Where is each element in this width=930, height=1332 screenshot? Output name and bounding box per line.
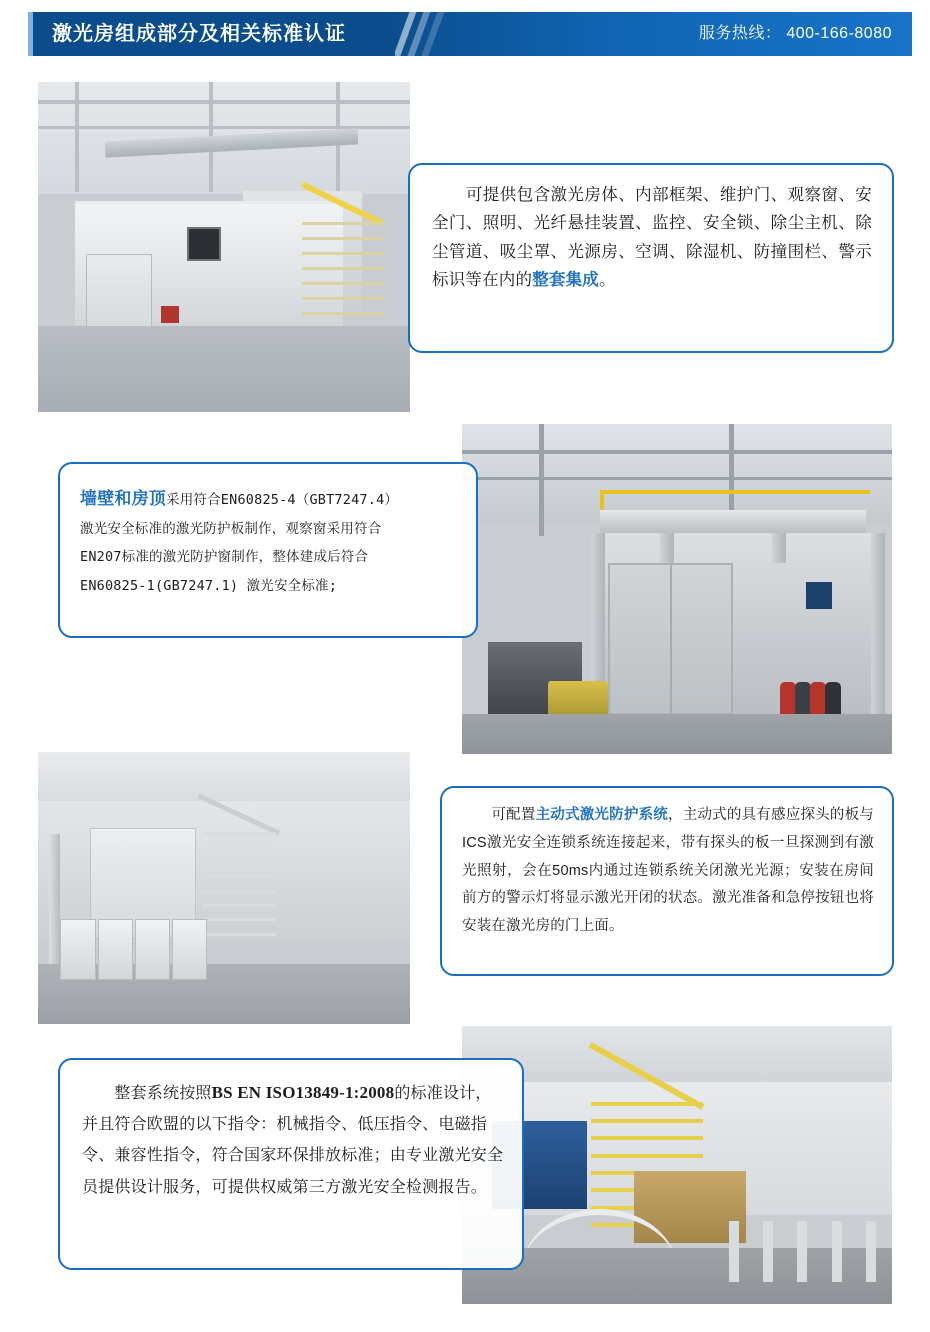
callout2-line1-rest: 采用符合EN60825-4（GBT7247.4） (166, 492, 399, 508)
service-hotline: 服务热线： 400-166-8080 (698, 25, 892, 42)
photo-laser-room-exterior (38, 82, 410, 412)
callout4-body: 的标准设计，并且符合欧盟的以下指令：机械指令、低压指令、电磁指令、兼容性指令，符合国家环保排放标准；由专业激光安全员提供设计服务，可提供权威第三方激光安全检测报告。 (82, 1085, 504, 1196)
photo-blue-machine-and-stairs (462, 1026, 892, 1304)
callout-walls-and-roof (58, 462, 478, 638)
callout3-highlight: 主动式激光防护系统 (535, 807, 669, 823)
callout4-lead-normal: 整套系统按照 (82, 1085, 212, 1102)
header-slash-decoration (395, 12, 455, 56)
callout1-text-before: 可提供包含激光房体、内部框架、维护门、观察窗、安全门、照明、光纤悬挂装置、监控、安全锁、除尘主机、除尘管道、吸尘罩、光源房、空调、除湿机、防撞围栏、警示标识等在内的 (432, 186, 872, 290)
callout1-highlight: 整套集成 (532, 271, 600, 290)
callout2-line4: EN60825-1(GB7247.1) 激光安全标准; (80, 577, 338, 594)
header-accent-light-blue (28, 12, 33, 56)
callout-standards-compliance (58, 1058, 524, 1270)
page-title: 激光房组成部分及相关标准认证 (52, 23, 346, 45)
page-header (0, 12, 930, 56)
photo-interior-equipment (38, 752, 410, 1024)
callout3-text-before: 可配置 (462, 807, 536, 823)
photo-large-cell-with-workers (462, 424, 892, 754)
callout3-text-after: ，主动式的具有感应探头的板与ICS激光安全连锁系统连接起来，带有探头的板一旦探测到有激光照射，会在50ms内通过连锁系统关闭激光光源；安装在房间前方的警示灯将显示激光开闭的状态。激光准备和急停按钮也将安装在激光房的门上面。 (462, 807, 874, 935)
callout1-text-after: 。 (599, 271, 616, 290)
callout-integration (408, 163, 894, 353)
callout2-lead: 墙壁和房顶 (80, 489, 166, 508)
callout4-standard-code: BS EN ISO13849-1:2008 (211, 1083, 395, 1102)
header-accent-white (18, 12, 28, 56)
callout-active-protection-system (440, 786, 894, 976)
callout2-line2: 激光安全标准的激光防护板制作，观察窗采用符合 (80, 521, 382, 538)
callout2-line3: EN207标准的激光防护窗制作，整体建成后符合 (80, 549, 369, 566)
